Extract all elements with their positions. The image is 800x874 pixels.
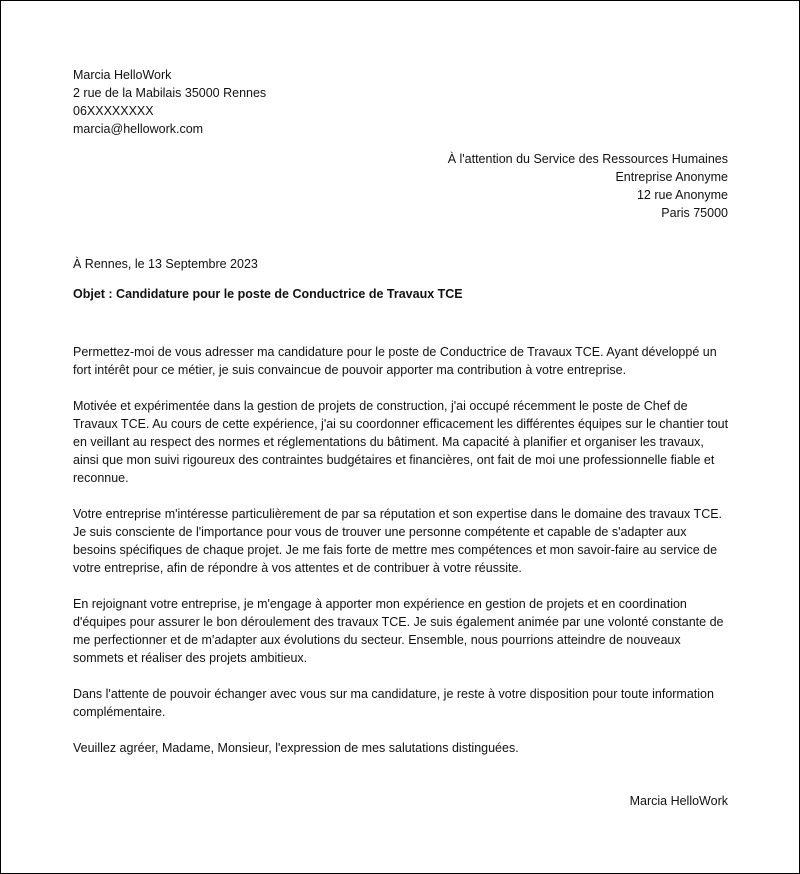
- sender-phone: 06XXXXXXXX: [73, 104, 154, 118]
- recipient-block: [448, 150, 728, 222]
- body-paragraph: En rejoignant votre entreprise, je m'engage à apporter mon expérience en gestion de projets et en coordination d'équipes pour assurer le bon déroulement des travaux TCE. Je suis également animée par une volonté constante de me perfectionner et de m'adapter aux évolutions du secteur. Ensemble, nous pourrions atteindre de nouveaux sommets et réaliser des projets ambitieux.: [73, 597, 724, 665]
- body-paragraph: Permettez-moi de vous adresser ma candidature pour le poste de Conductrice de Travaux TCE. Ayant développé un fort intérêt pour ce métier, je suis convaincue de pouvoir apporter ma contribution à votre entreprise.: [73, 345, 717, 377]
- signature: Marcia HelloWork: [629, 794, 728, 808]
- sender-name: Marcia HelloWork: [73, 68, 172, 82]
- sender-block: [73, 66, 266, 138]
- sender-email: marcia@hellowork.com: [73, 122, 204, 136]
- sender-address: 2 rue de la Mabilais 35000 Rennes: [73, 86, 267, 100]
- recipient-city: Paris 75000: [661, 206, 728, 220]
- recipient-street: 12 rue Anonyme: [636, 188, 728, 202]
- body-paragraph: Motivée et expérimentée dans la gestion de projets de construction, j'ai occupé récemment le poste de Chef de Travaux TCE. Au cours de cette expérience, j'ai su coordonner efficacement les différentes équipes sur le chantier tout en veillant au respect des normes et réglementations du bâtiment. Ma capacité à planifier et organiser les travaux, ainsi que mon suivi rigoureux des contraintes budgétaires et financières, ont fait de moi une professionnelle fiable et reconnue.: [73, 399, 729, 485]
- recipient-attention: À l'attention du Service des Ressources Humaines: [447, 152, 728, 166]
- closing-paragraph: Veuillez agréer, Madame, Monsieur, l'expression de mes salutations distinguées.: [73, 741, 519, 755]
- body-paragraph: Votre entreprise m'intéresse particulièrement de par sa réputation et son expertise dans le domaine des travaux TCE. Je suis consciente de l'importance pour vous de trouver une personne compétente et capable de s'adapter aux besoins spécifiques de chaque projet. Je me fais forte de mettre mes compétences et mon savoir-faire au service de votre entreprise, afin de répondre à vos attentes et de contribuer à votre réussite.: [73, 507, 723, 575]
- letter-body: [73, 343, 733, 775]
- recipient-company: Entreprise Anonyme: [615, 170, 728, 184]
- body-paragraph: Dans l'attente de pouvoir échanger avec vous sur ma candidature, je reste à votre disposition pour toute information complémentaire.: [73, 687, 714, 719]
- date-line: À Rennes, le 13 Septembre 2023: [73, 257, 258, 271]
- subject-line: Objet : Candidature pour le poste de Conductrice de Travaux TCE: [73, 287, 463, 301]
